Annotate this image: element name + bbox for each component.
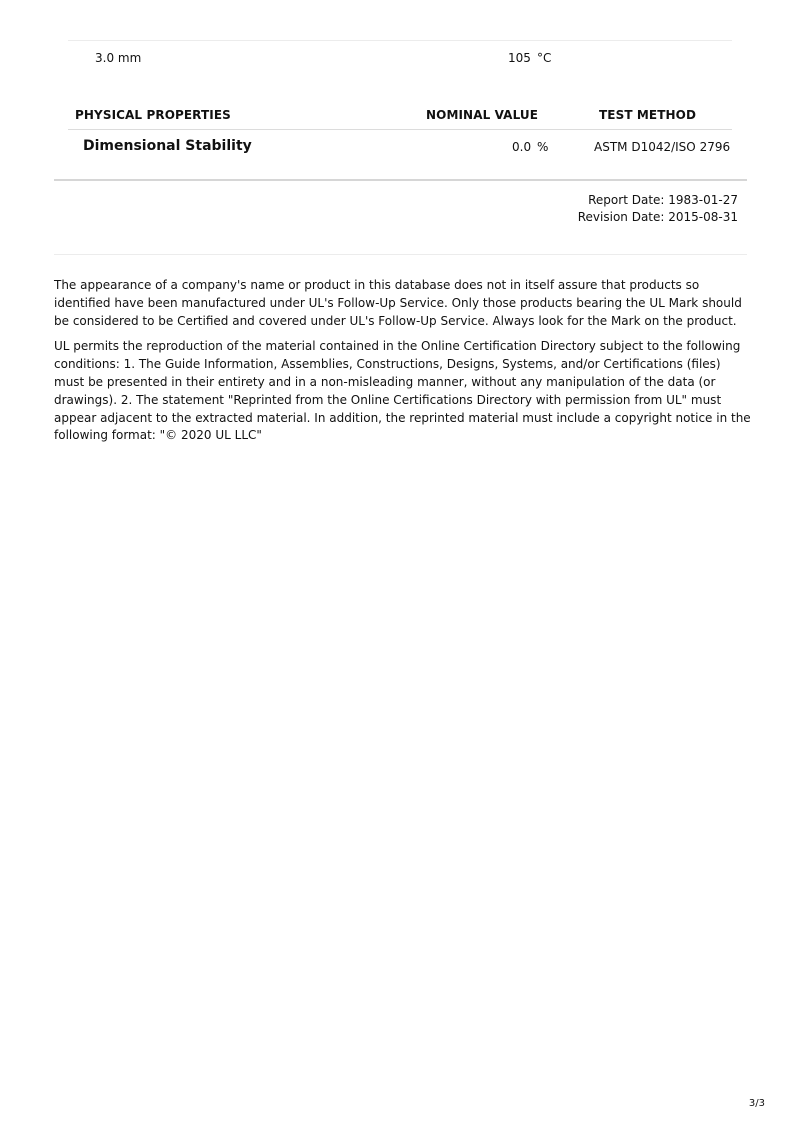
header-divider	[68, 129, 732, 130]
section-divider	[54, 179, 747, 181]
dates-divider	[54, 254, 747, 255]
continuation-row-unit: °C	[537, 51, 552, 65]
continuation-row-thickness: 3.0 mm	[95, 51, 142, 65]
property-test-method: ASTM D1042/ISO 2796	[594, 140, 731, 154]
property-name: Dimensional Stability	[83, 138, 252, 154]
report-date: Report Date: 1983-01-27	[588, 193, 738, 207]
continuation-row-value: 105	[508, 51, 531, 65]
header-physical-properties: PHYSICAL PROPERTIES	[75, 108, 231, 122]
disclaimer	[54, 277, 754, 453]
table-top-divider	[68, 40, 732, 41]
disclaimer-paragraph: The appearance of a company's name or product in this database does not in itself assure that products so identified have been manufactured under UL's Follow-Up Service. Only those products bearing the UL Mark should be considered to be Certified and covered under UL's Follow-Up Service. Always look for the Mark on the product.	[54, 278, 742, 328]
property-value: 0.0	[512, 140, 532, 154]
header-test-method: TEST METHOD	[599, 108, 697, 122]
report-dates	[578, 192, 738, 226]
reprint-conditions-paragraph: UL permits the reproduction of the material contained in the Online Certification Directory subject to the following conditions: 1. The Guide Information, Assemblies, Constructions, Designs, Systems, and/or Certifications (files) must be presented in their entirety and in a non-misleading manner, without any manipulation of the data (or drawings). 2. The statement "Reprinted from the Online Certifications Directory with permission from UL" must appear adjacent to the extracted material. In addition, the reprinted material must include a copyright notice in the following format: "© 2020 UL LLC"	[54, 339, 751, 443]
property-unit: %	[537, 140, 549, 154]
revision-date: Revision Date: 2015-08-31	[577, 210, 738, 224]
header-nominal-value: NOMINAL VALUE	[426, 108, 539, 122]
page-number: 3/3	[748, 1098, 765, 1109]
